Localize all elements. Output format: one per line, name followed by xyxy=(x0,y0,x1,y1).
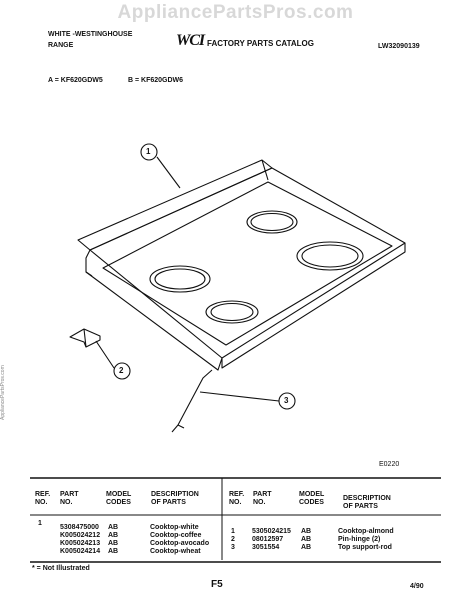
catalog-title: FACTORY PARTS CATALOG xyxy=(207,39,314,48)
watermark-text: AppliancePartsPros.com xyxy=(117,2,354,23)
callout-3-label: 3 xyxy=(284,396,289,405)
callout-2-label: 2 xyxy=(119,366,124,375)
callout-1-label: 1 xyxy=(146,147,151,156)
brand-line-2: RANGE xyxy=(48,42,74,49)
table-cell: Cooktop-coffee xyxy=(150,532,202,539)
table-cell: Cooktop-white xyxy=(150,524,199,531)
left-header-ref: REF. NO. xyxy=(35,491,51,506)
table-cell: AB xyxy=(108,532,119,539)
table-cell: 5305024215 xyxy=(252,528,291,535)
catalog-date: 4/90 xyxy=(410,583,424,590)
table-cell: 08012597 xyxy=(252,536,284,543)
support-rod-part xyxy=(172,370,212,432)
right-ref-column xyxy=(231,528,235,552)
side-watermark: AppliancePartsPros.com xyxy=(0,365,6,420)
burner-opening-front-right xyxy=(297,242,363,270)
table-cell: 1 xyxy=(38,520,42,527)
table-cell: 5308475000 xyxy=(60,524,99,531)
table-cell: Pin-hinge (2) xyxy=(338,536,381,543)
burner-opening-front-left xyxy=(206,301,258,323)
table-cell: AB xyxy=(108,524,119,531)
left-desc-column xyxy=(150,524,209,556)
diagram-code: E0220 xyxy=(379,461,400,468)
right-part-column xyxy=(252,528,291,552)
cooktop-back-lip xyxy=(78,160,272,250)
table-cell: 3051554 xyxy=(252,544,280,551)
model-a: A = KF620GDW5 xyxy=(48,77,103,84)
left-header-desc: DESCRIPTION OF PARTS xyxy=(151,491,199,506)
table-cell: K005024214 xyxy=(60,548,101,555)
left-part-column xyxy=(60,524,100,556)
brand-line-1: WHITE -WESTINGHOUSE xyxy=(48,31,133,38)
left-header-model: MODEL CODES xyxy=(106,491,132,506)
table-cell: Top support-rod xyxy=(338,544,392,551)
table-cell: K005024212 xyxy=(60,532,101,539)
left-ref-column xyxy=(38,520,42,528)
table-cell: AB xyxy=(108,548,119,555)
wci-logo: WCI xyxy=(176,32,205,49)
table-cell: K005024213 xyxy=(60,540,101,547)
catalog-number: LW32090139 xyxy=(378,43,420,50)
burner-opening-back-right xyxy=(247,211,297,233)
table-cell: Cooktop-avocado xyxy=(150,540,210,547)
table-cell: 2 xyxy=(231,536,235,543)
table-cell: AB xyxy=(301,536,312,543)
table-cell: 3 xyxy=(231,544,235,551)
page-number: F5 xyxy=(211,579,223,590)
table-cell: Cooktop-almond xyxy=(338,528,394,535)
table-cell: AB xyxy=(108,540,119,547)
right-header-desc: DESCRIPTION OF PARTS xyxy=(343,495,391,510)
right-header-model: MODEL CODES xyxy=(299,491,325,506)
table-cell: 1 xyxy=(231,528,235,535)
table-cell: AB xyxy=(301,544,312,551)
model-b: B = KF620GDW6 xyxy=(128,77,184,84)
table-cell: AB xyxy=(301,528,312,535)
burner-opening-back-left xyxy=(150,266,210,292)
footnote: * = Not Illustrated xyxy=(32,565,90,572)
right-desc-column xyxy=(338,528,394,552)
right-model-column xyxy=(301,528,311,552)
left-header-part: PART NO. xyxy=(60,491,79,506)
left-model-column xyxy=(108,524,118,556)
table-cell: Cooktop-wheat xyxy=(150,548,201,555)
right-header-ref: REF. NO. xyxy=(229,491,245,506)
right-header-part: PART NO. xyxy=(253,491,272,506)
